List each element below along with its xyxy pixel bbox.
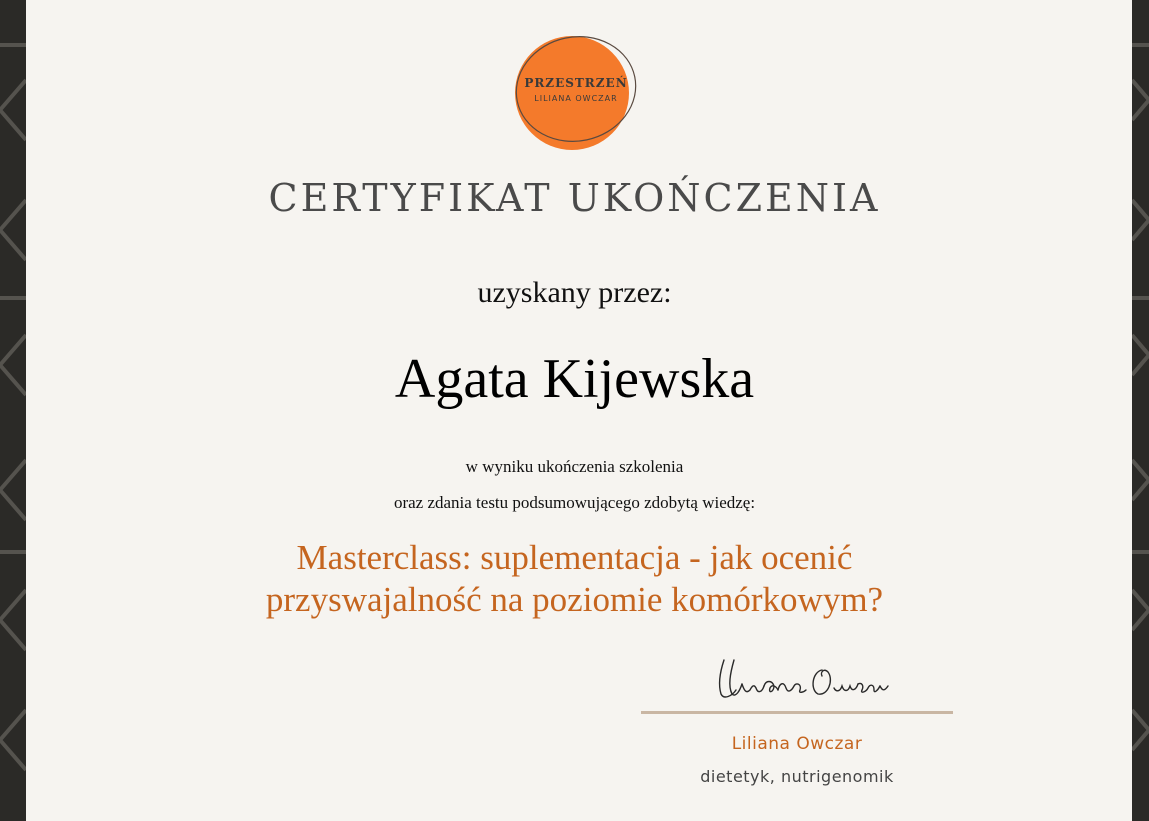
logo-subtitle: LILIANA OWCZAR [534, 94, 618, 103]
signatory-role: dietetyk, nutrigenomik [700, 767, 894, 786]
signature-line [641, 711, 953, 714]
certificate-title: CERTYFIKAT UKOŃCZENIA [268, 176, 881, 220]
description-line-2: oraz zdania testu podsumowującego zdobytą wiedzę: [393, 493, 756, 512]
logo-name: PRZESTRZEŃ [524, 76, 628, 90]
obtained-by-label: uzyskany przez: [477, 276, 672, 309]
handwritten-signature [712, 650, 892, 710]
description-line-1: w wyniku ukończenia szkolenia [465, 457, 684, 476]
signatory-name: Liliana Owczar [731, 734, 863, 754]
recipient-name: Agata Kijewska [394, 348, 755, 410]
course-title-line-2: przyswajalność na poziomie komórkowym? [265, 580, 884, 619]
course-title-line-1: Masterclass: suplementacja - jak ocenić [296, 538, 853, 577]
brand-logo [512, 30, 640, 152]
